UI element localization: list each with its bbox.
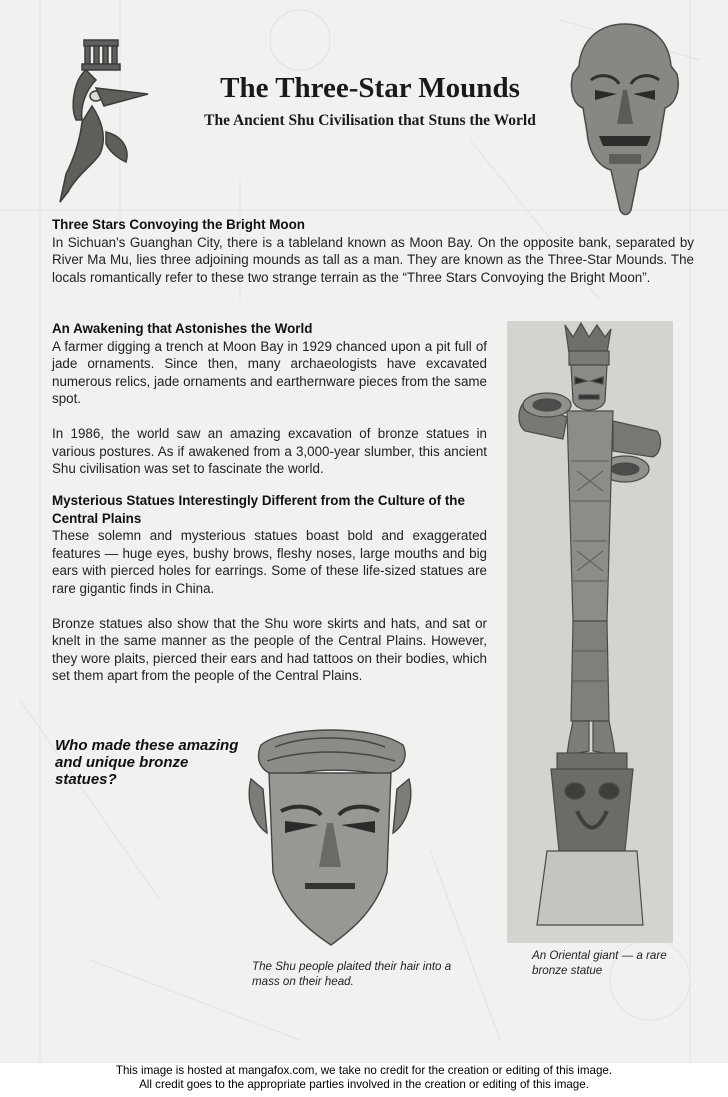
head-caption: The Shu people plaited their hair into a mass on their head. — [252, 960, 452, 988]
footer-line: All credit goes to the appropriate parties involved in the creation or editing of this image. — [139, 1078, 589, 1091]
bronze-head-image — [245, 723, 415, 953]
section-paragraph: A farmer digging a trench at Moon Bay in 1929 chanced upon a pit full of jade ornaments. Since then, many archaeologists have excavated numerous relics, jade ornaments and earthernware pieces from the same spot. — [52, 338, 487, 407]
bronze-bird-head-image — [52, 36, 160, 206]
section-paragraph: In 1986, the world saw an amazing excavation of bronze statues in various postures. As if awakened from a 3,000-year slumber, this ancient Shu civilisation was set to fascinate the world. — [52, 425, 487, 477]
section-awakening — [52, 320, 487, 478]
section-paragraph: Bronze statues also show that the Shu wore skirts and hats, and sat or knelt in the same manner as the people of the Central Plains. However, they wore plaits, pierced their ears and had tattoos on their bodies, which set them apart from the people of the Central Plains. — [52, 615, 487, 684]
figure-caption: An Oriental giant — a rare bronze statue — [532, 949, 667, 977]
page-title: The Three-Star Mounds — [220, 72, 520, 104]
section-paragraph: These solemn and mysterious statues boast bold and exaggerated features — huge eyes, bushy brows, fleshy noses, large mouths and big ears with pierced holes for earrings. Some of these life-sized statues are rare gigantic finds in China. — [52, 528, 487, 596]
page-subtitle: The Ancient Shu Civilisation that Stuns the World — [204, 112, 536, 129]
section-heading: Three Stars Convoying the Bright Moon — [52, 217, 305, 232]
footer-line: This image is hosted at mangafox.com, we take no credit for the creation or editing of this image. — [115, 1064, 613, 1077]
section-mysterious-statues — [52, 492, 487, 685]
section-three-stars — [52, 216, 694, 286]
footer — [0, 1064, 728, 1092]
section-paragraph: In Sichuan's Guanghan City, there is a tableland known as Moon Bay. On the opposite bank, separated by River Ma Mu, lies three adjoining mounds as tall as a man. They are known as the Three-Star Mounds. The locals romantically refer to these two strange terrain as the “Three Stars Convoying the Bright Moon”. — [52, 234, 694, 285]
question-callout: Who made these amazing and unique bronze statues? — [55, 737, 239, 788]
bronze-mask-image — [565, 20, 685, 218]
section-heading: An Awakening that Astonishes the World — [52, 321, 313, 336]
section-heading: Mysterious Statues Interestingly Different from the Culture of the Central Plains — [52, 493, 465, 526]
bronze-standing-figure-image — [507, 321, 673, 943]
